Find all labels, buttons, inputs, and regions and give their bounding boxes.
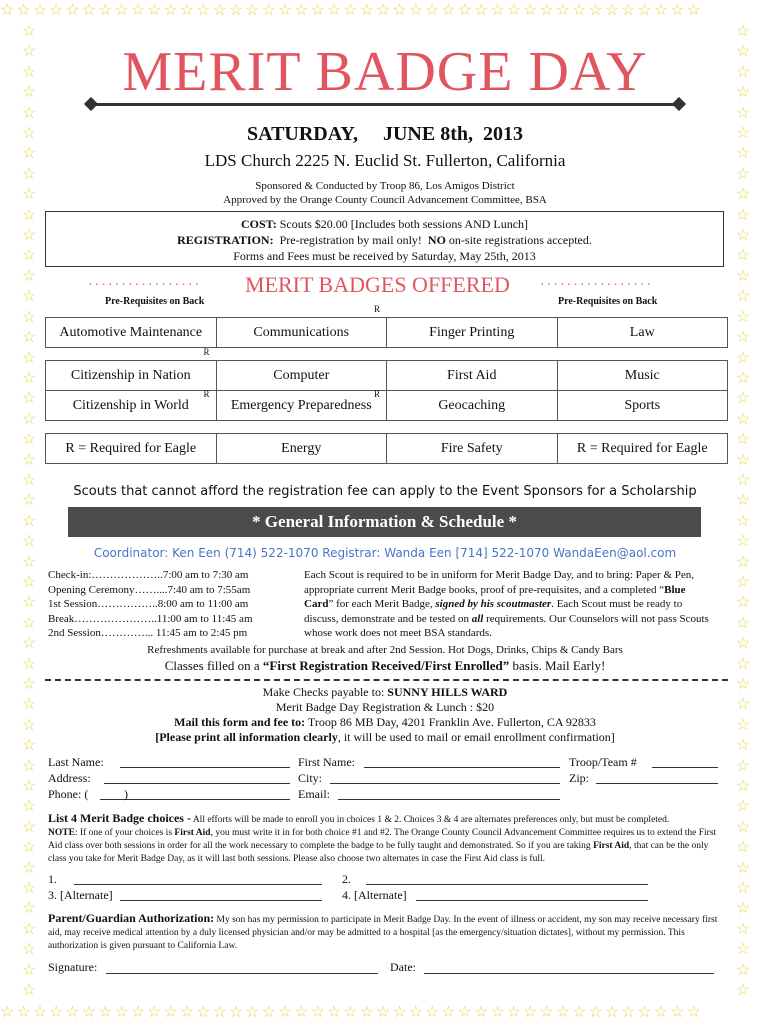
badge-cell: Finger Printing (387, 318, 558, 348)
mail-line: Mail this form and fee to: Troop 86 MB Day, 4201 Franklin Ave. Fullerton, CA 92833 (174, 715, 596, 729)
registration-label: REGISTRATION: (177, 233, 274, 247)
refreshments-line: Refreshments available for purchase at break and after 2nd Session. Hot Dogs, Drinks, Chips & Candy Bars (147, 644, 623, 656)
phone-field[interactable] (100, 799, 290, 800)
choice-4-field[interactable] (416, 900, 648, 901)
badge-row (46, 361, 728, 391)
date-field[interactable] (424, 973, 714, 974)
dots-right: ················· (540, 278, 654, 293)
schedule-item: Opening Ceremony……....7:40 am to 7:55am (48, 583, 251, 596)
star-border-bottom: ☆☆☆☆☆☆☆☆☆☆☆☆☆☆☆☆☆☆☆☆☆☆☆☆☆☆☆☆☆☆☆☆☆☆☆☆☆☆☆☆☆☆☆ (0, 1004, 703, 1021)
title-divider (92, 103, 678, 106)
schedule-times (48, 568, 298, 641)
required-mark: R (373, 389, 380, 399)
badge-cell: Sports (557, 391, 728, 421)
sponsor-line: Sponsored & Conducted by Troop 86, Los Amigos District (255, 180, 515, 192)
deadline-text: Forms and Fees must be received by Saturday, May 25th, 2013 (233, 249, 536, 263)
print-line: [Please print all information clearly, it will be used to mail or email enrollment confirmation] (155, 730, 615, 744)
coordinator-line: Coordinator: Ken Een (714) 522-1070 Registrar: Wanda Een [714] 522-1070 WandaEen@aol.com (93, 546, 677, 560)
cost-label: COST: (240, 217, 277, 231)
star-border-top: ☆☆☆☆☆☆☆☆☆☆☆☆☆☆☆☆☆☆☆☆☆☆☆☆☆☆☆☆☆☆☆☆☆☆☆☆☆☆☆☆☆☆☆ (0, 2, 703, 19)
fee-line: Merit Badge Day Registration & Lunch : $20 (275, 700, 495, 714)
cost-text: Scouts $20.00 [Includes both sessions AND Lunch] (276, 217, 529, 231)
cut-line (45, 679, 728, 681)
registration-no: NO (427, 233, 446, 247)
dots-left: ················· (88, 278, 202, 293)
badge-cell: Emergency Preparedness R (216, 391, 387, 421)
cost-box (45, 211, 724, 267)
badge-cell: Music (557, 361, 728, 391)
prereq-left: Pre-Requisites on Back (105, 296, 205, 307)
badge-cell: Computer (216, 361, 387, 391)
uniform-text: Each Scout is required to be in uniform for Merit Badge Day, and to bring: Paper & Pen, appropriate current Merit Badge books, proof of pre-requisites, and a completed “Blue Card” for each Merit Badge, signed by his scoutmaster. Each Scout must be ready to discuss, demonstrate and be tested on all requirements. Our Counselors will not pass Scouts whose work does not meet BSA standards. (304, 569, 709, 639)
choices-instructions: List 4 Merit Badge choices - All efforts will be made to enroll you in choices 1 & 2. Choices 3 & 4 are alternates preferences only, but must be completed. NOTE: If one of your choices is First Aid, you must write it in for both choice #1 and #2. The Orange County Council Advancement Committee requires us to extend the First Aid class over both sessions in order for all the work necessary to complete the badge to be fully taught and demonstrated. So if you are taking First Aid, that can be the only class you take for Merit Badge Day, as it will last both sessions. Please also choose two alternates in case the First Aid class is full. (48, 811, 717, 864)
badge-cell: Communications R (216, 318, 387, 348)
event-date: SATURDAY, JUNE 8th, 2013 (247, 123, 523, 145)
signature-label: Signature: (48, 960, 98, 974)
city-field[interactable] (330, 783, 560, 784)
first-name-field[interactable] (364, 767, 560, 768)
troop-label: Troop/Team # (569, 755, 637, 769)
registration-text: Pre-registration by mail only! (273, 233, 428, 247)
badge-choices (48, 871, 728, 903)
phone-close: ) (124, 787, 128, 801)
prereq-right: Pre-Requisites on Back (558, 296, 658, 307)
phone-label: Phone: ( (48, 787, 89, 801)
schedule-item: Break…………………..11:00 am to 11:45 am (48, 612, 253, 625)
badge-row (46, 391, 728, 421)
signature-row (48, 960, 728, 976)
classes-line: Classes filled on a “First Registration Received/First Enrolled” basis. Mail Early! (164, 658, 606, 673)
star-border-right: ☆ ☆ ☆ ☆ ☆ ☆ ☆ ☆ ☆ ☆ ☆ ☆ ☆ ☆ ☆ ☆ ☆ ☆ ☆ ☆ ☆ ☆ ☆ ☆ ☆ ☆ ☆ ☆ ☆ ☆ ☆ ☆ ☆ ☆ ☆ ☆ ☆ ☆ ☆ ☆ ☆ ☆ ☆ ☆ ☆ ☆ ☆ ☆ (735, 23, 751, 1000)
zip-label: Zip: (569, 771, 589, 785)
choice-2-label: 2. (342, 872, 351, 886)
badge-cell: First Aid (387, 361, 558, 391)
choice-3-field[interactable] (120, 900, 322, 901)
schedule-item: 2nd Session…………... 11:45 am to 2:45 pm (48, 627, 248, 639)
badges-table (45, 304, 728, 464)
first-name-label: First Name: (298, 755, 355, 769)
choice-1-field[interactable] (74, 884, 322, 885)
authorization-text: Parent/Guardian Authorization: My son has my permission to participate in Merit Badge Day. In the event of illness or accident, my son may receive necessary first aid, may receive medical attention by a duly licensed physician and/or may be admitted to a hospital [as the emergency/situation dictates], without my permission. This authorization is given pursuant to California Law. (48, 911, 718, 951)
email-label: Email: (298, 787, 330, 801)
zip-field[interactable] (596, 783, 718, 784)
signature-field[interactable] (106, 973, 378, 974)
star-border-left: ☆ ☆ ☆ ☆ ☆ ☆ ☆ ☆ ☆ ☆ ☆ ☆ ☆ ☆ ☆ ☆ ☆ ☆ ☆ ☆ ☆ ☆ ☆ ☆ ☆ ☆ ☆ ☆ ☆ ☆ ☆ ☆ ☆ ☆ ☆ ☆ ☆ ☆ ☆ ☆ ☆ ☆ ☆ ☆ ☆ ☆ ☆ ☆ (21, 23, 37, 1000)
date-label: Date: (390, 960, 416, 974)
badges-heading: MERIT BADGES OFFERED (245, 272, 510, 297)
contact-fields (48, 754, 738, 802)
badge-cell: R = Required for Eagle (46, 434, 217, 464)
badge-cell: Citizenship in Nation R (46, 361, 217, 391)
choice-3-label: 3. [Alternate] (48, 888, 113, 902)
approval-line: Approved by the Orange County Council Advancement Committee, BSA (223, 194, 547, 206)
address-field[interactable] (104, 783, 290, 784)
required-mark: R (203, 389, 210, 399)
badge-cell: Law (557, 318, 728, 348)
badge-cell: Citizenship in World R (46, 391, 217, 421)
address-label: Address: (48, 771, 91, 785)
schedule-item: 1st Session……………..8:00 am to 11:00 am (48, 598, 249, 610)
event-location: LDS Church 2225 N. Euclid St. Fullerton, California (204, 151, 566, 170)
badge-row (46, 318, 728, 348)
city-label: City: (298, 771, 323, 785)
badge-cell: Fire Safety (387, 434, 558, 464)
badge-cell: Geocaching (387, 391, 558, 421)
badge-cell: Energy (216, 434, 387, 464)
last-name-label: Last Name: (48, 755, 104, 769)
schedule-header-bar: * General Information & Schedule * (68, 507, 701, 537)
choice-1-label: 1. (48, 872, 57, 886)
choice-4-label: 4. [Alternate] (342, 888, 407, 902)
choice-2-field[interactable] (366, 884, 648, 885)
badge-row (46, 434, 728, 464)
checks-line: Make Checks payable to: SUNNY HILLS WARD (262, 685, 508, 699)
required-mark: R (203, 347, 210, 357)
badge-cell: Automotive Maintenance (46, 318, 217, 348)
last-name-field[interactable] (120, 767, 290, 768)
email-field[interactable] (338, 799, 560, 800)
schedule-item: Check-in:………………..7:00 am to 7:30 am (48, 569, 249, 581)
page-title: MERIT BADGE DAY (122, 41, 648, 103)
badge-cell: R = Required for Eagle (557, 434, 728, 464)
troop-field[interactable] (652, 767, 718, 768)
required-mark: R (373, 304, 380, 314)
registration-text-2: on-site registrations accepted. (445, 233, 592, 247)
scholarship-note: Scouts that cannot afford the registration fee can apply to the Event Sponsors for a Scholarship (73, 484, 697, 499)
